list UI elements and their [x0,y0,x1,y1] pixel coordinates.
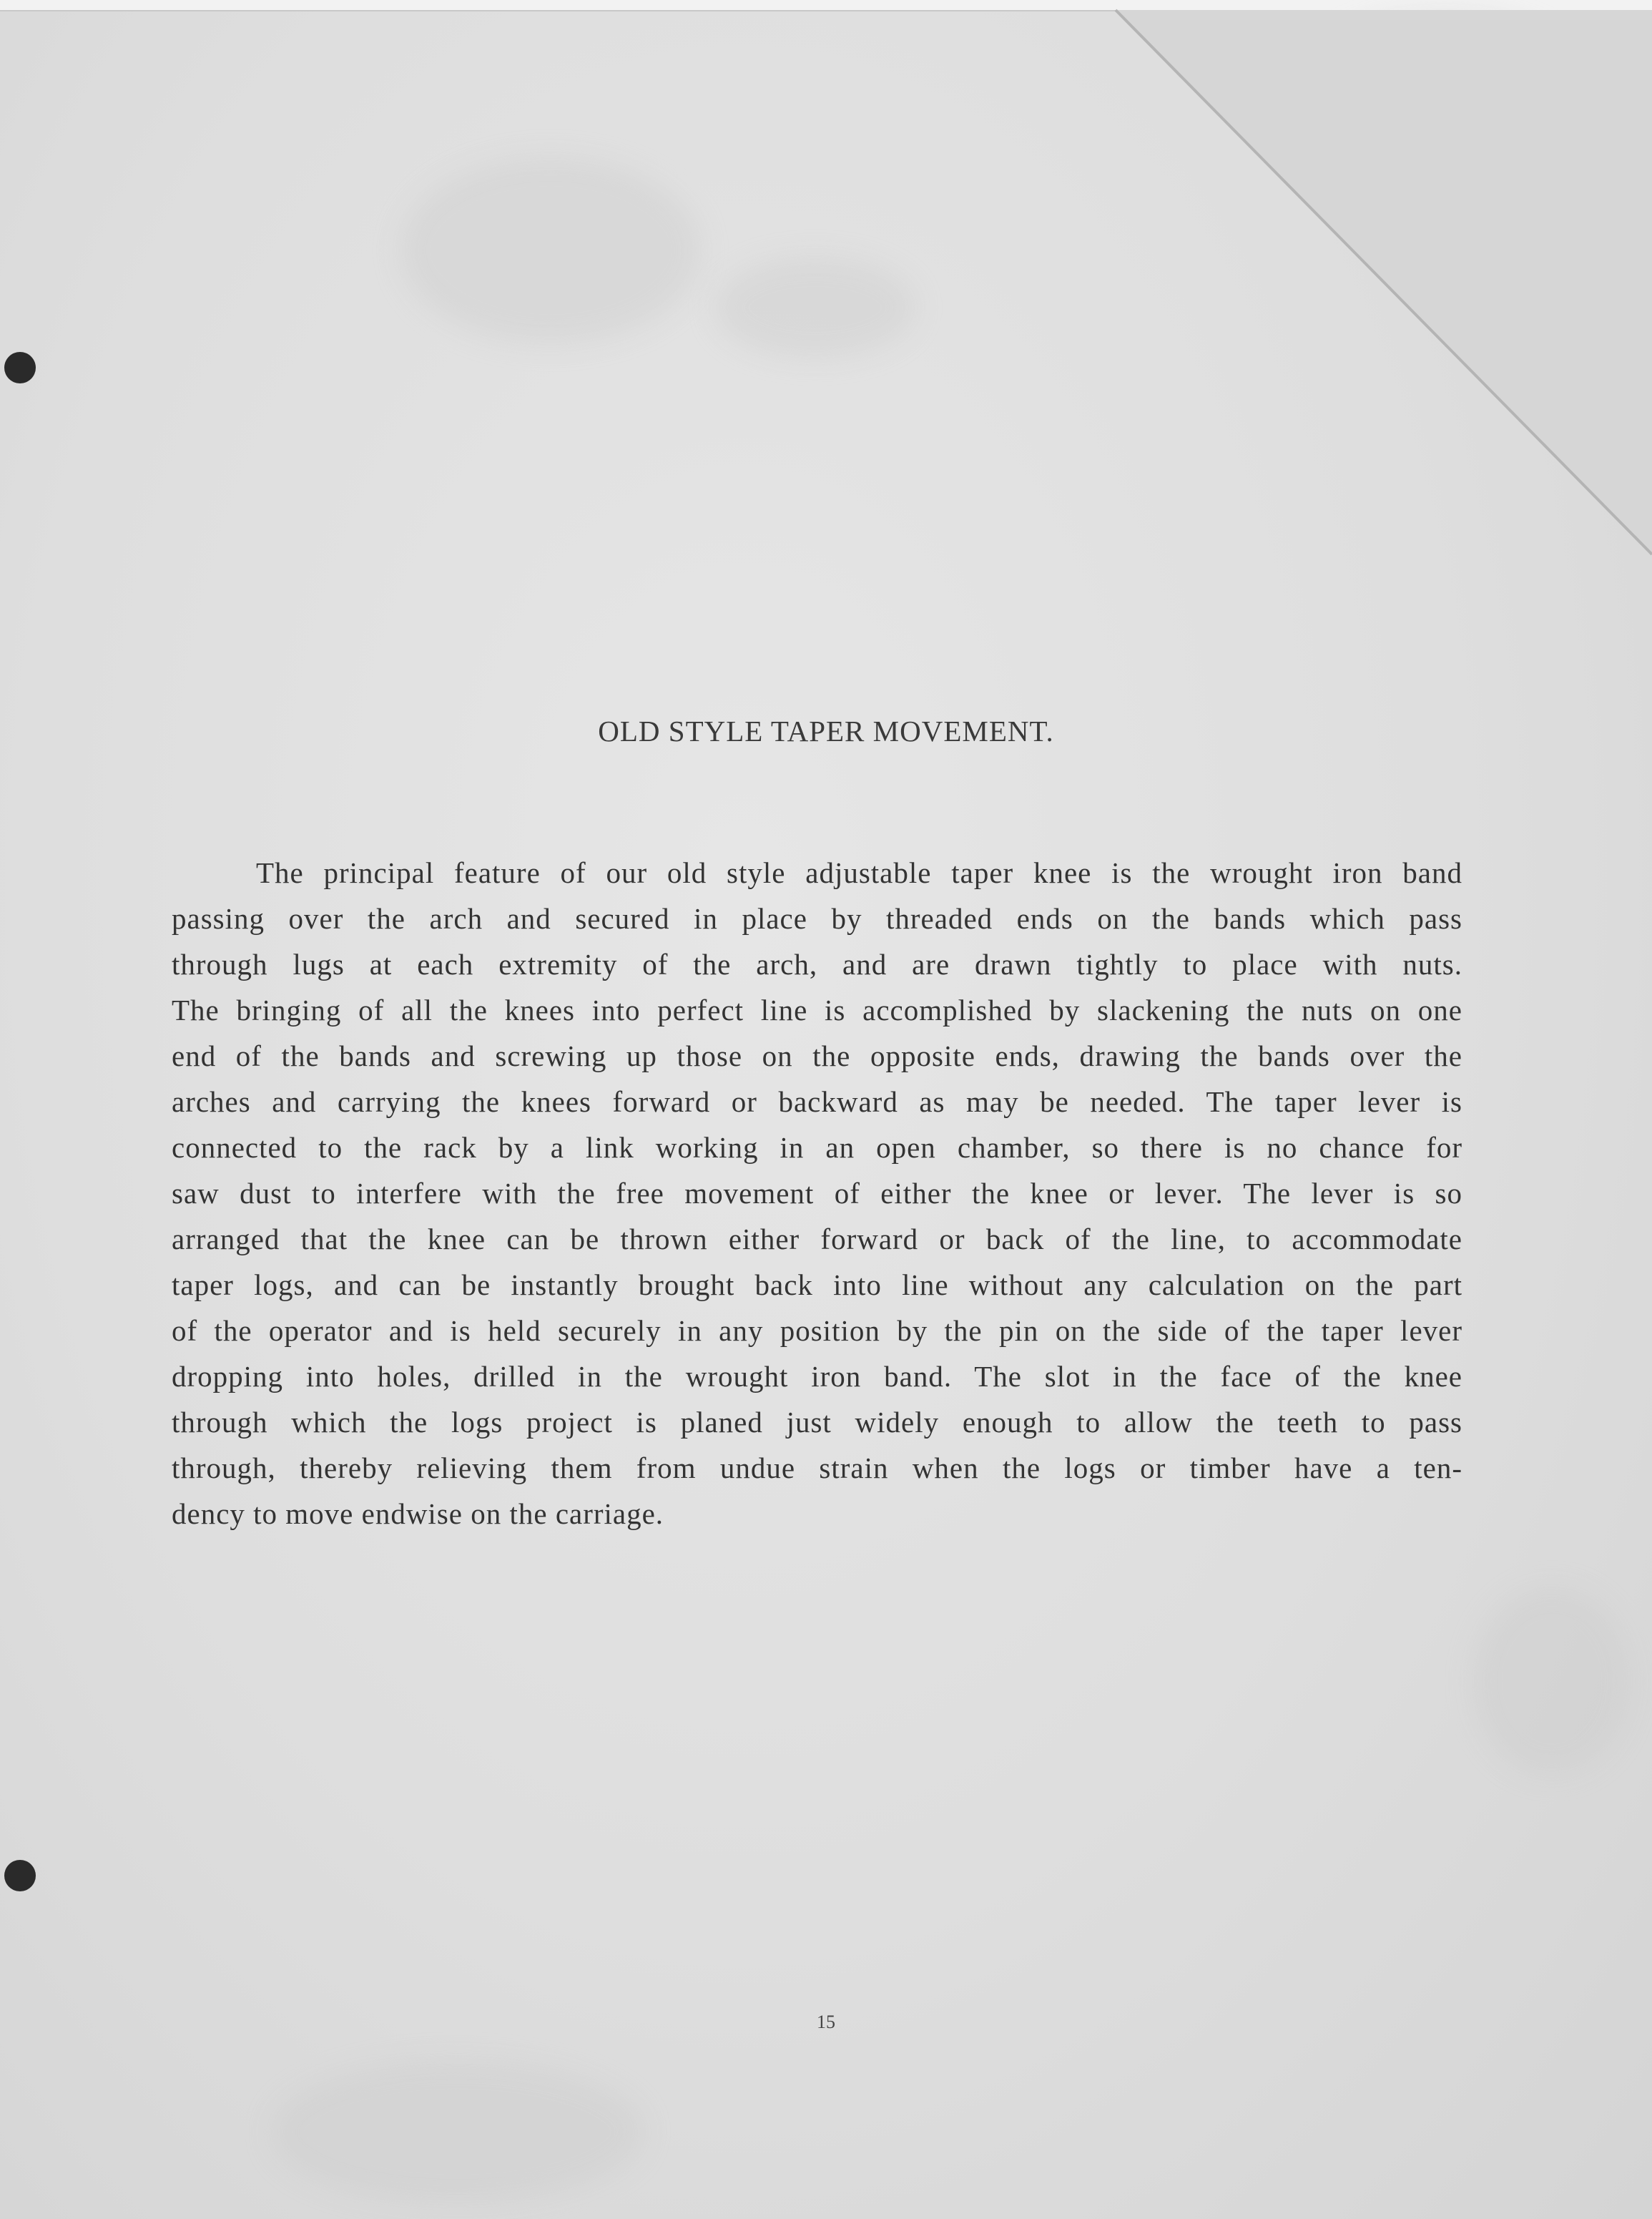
page-number: 15 [817,2012,835,2032]
paragraph-line: taper logs, and can be instantly brought back into line without any calculation on the part [172,1268,1462,1301]
body-paragraph [172,850,1462,1537]
paragraph-line: dency to move endwise on the carriage. [172,1497,664,1530]
paragraph-line: end of the bands and screwing up those on the opposite ends, drawing the bands over the [172,1039,1462,1072]
paragraph-line: passing over the arch and secured in place by threaded ends on the bands which pass [172,902,1462,935]
paragraph-line: arranged that the knee can be thrown either forward or back of the line, to accommodate [172,1223,1462,1255]
paragraph-line: saw dust to interfere with the free movement of either the knee or lever. The lever is so [172,1177,1462,1210]
punch-hole [4,1860,36,1891]
paragraph-line: connected to the rack by a link working in an open chamber, so there is no chance for [172,1131,1462,1164]
paragraph-line: The bringing of all the knees into perfect line is accomplished by slackening the nuts on one [172,994,1462,1027]
punch-hole [4,352,36,383]
paragraph-line: through which the logs project is planed just widely enough to allow the teeth to pass [172,1406,1462,1439]
paragraph-line: of the operator and is held securely in any position by the pin on the side of the taper lever [172,1314,1462,1347]
paragraph-line: The principal feature of our old style adjustable taper knee is the wrought iron band [256,856,1462,889]
paragraph-line: dropping into holes, drilled in the wrought iron band. The slot in the face of the knee [172,1360,1462,1393]
paragraph-line: arches and carrying the knees forward or backward as may be needed. The taper lever is [172,1085,1462,1118]
section-heading: OLD STYLE TAPER MOVEMENT. [598,715,1054,748]
paragraph-line: through lugs at each extremity of the arch, and are drawn tightly to place with nuts. [172,948,1462,981]
paragraph-line: through, thereby relieving them from undue strain when the logs or timber have a ten- [172,1451,1462,1484]
